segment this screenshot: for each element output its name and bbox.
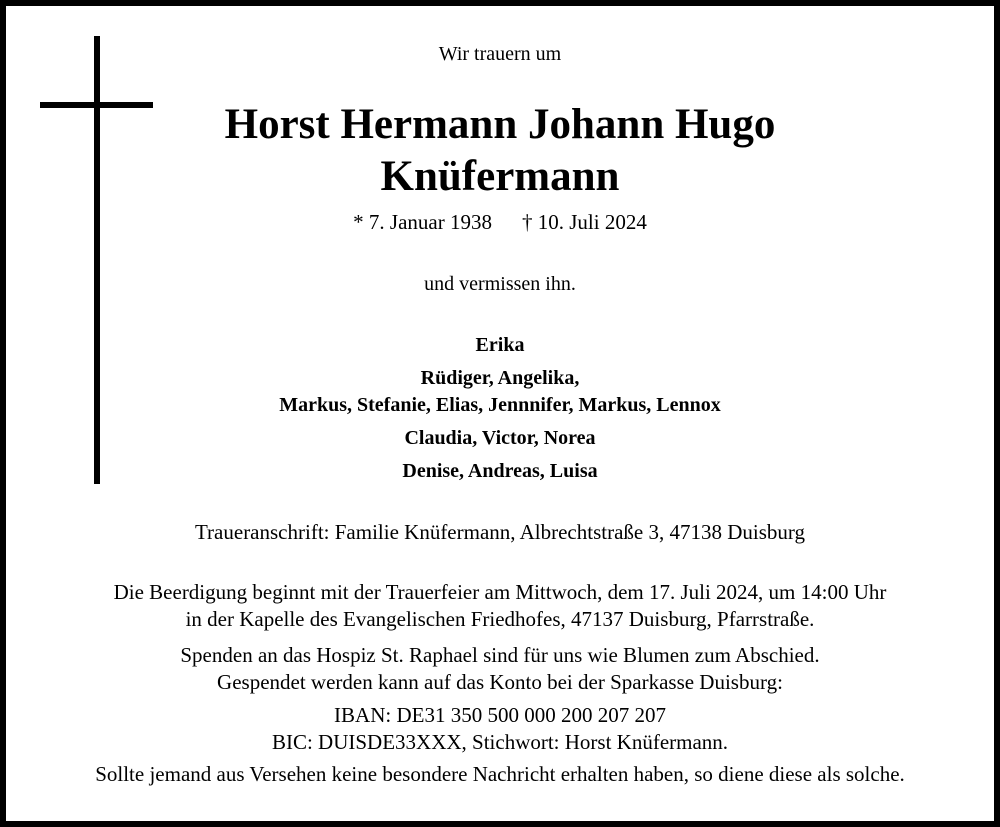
intro-text: Wir trauern um [438,43,562,65]
life-dates [0,212,1000,233]
closing-line: Sollte jemand aus Versehen keine besondere Nachricht erhalten haben, so diene diese als solche. [95,762,905,786]
iban-line: IBAN: DE31 350 500 000 200 207 207 [334,703,666,727]
deceased-name-line2: Knüfermann [380,153,620,200]
family-line-5: Denise, Andreas, Luisa [402,460,598,482]
birth-date: * 7. Januar 1938 [353,210,492,234]
funeral-line-1: Die Beerdigung beginnt mit der Trauerfeier am Mittwoch, dem 17. Juli 2024, um 14:00 Uhr [113,580,887,604]
family-line-4: Claudia, Victor, Norea [404,427,596,449]
family-line-3: Markus, Stefanie, Elias, Jennnifer, Markus, Lennox [279,394,721,416]
missing-text: und vermissen ihn. [424,273,576,295]
bic-line: BIC: DUISDE33XXX, Stichwort: Horst Knüfermann. [271,730,729,754]
funeral-line-2: in der Kapelle des Evangelischen Friedhofes, 47137 Duisburg, Pfarrstraße. [185,607,815,631]
donation-line-2: Gespendet werden kann auf das Konto bei der Sparkasse Duisburg: [217,670,783,694]
family-line-1: Erika [475,334,525,356]
deceased-name-line1: Horst Hermann Johann Hugo [224,101,776,148]
family-line-2: Rüdiger, Angelika, [420,367,580,389]
mourning-address: Traueranschrift: Familie Knüfermann, Albrechtstraße 3, 47138 Duisburg [194,520,806,544]
donation-line-1: Spenden an das Hospiz St. Raphael sind für uns wie Blumen zum Abschied. [180,643,820,667]
death-date: † 10. Juli 2024 [521,210,647,234]
